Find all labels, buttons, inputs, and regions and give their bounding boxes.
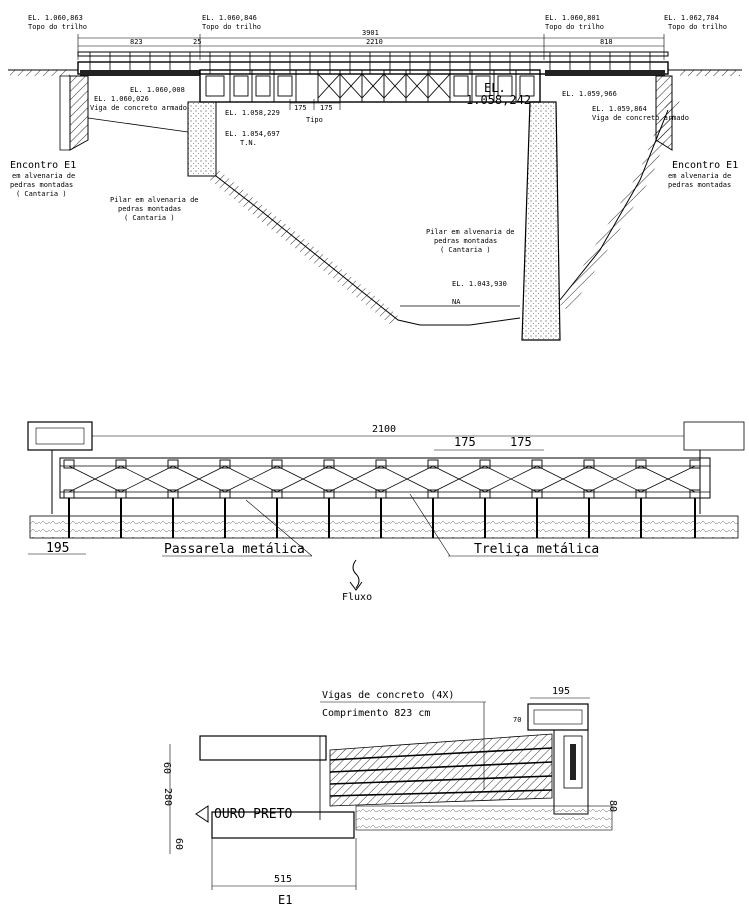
detail-small-dim: 70 xyxy=(513,716,522,724)
detail-bottom-width: 515 xyxy=(274,874,293,885)
pier-center-l1: Pilar em alvenaria de xyxy=(426,228,515,236)
dim-left-span-823: 823 xyxy=(130,38,143,46)
abutment-left-l2: pedras montadas xyxy=(10,181,74,189)
dim-main-span-2210: 2210 xyxy=(366,38,383,46)
level-1060008: EL. 1.060,008 xyxy=(130,86,185,94)
pier-center-l2: pedras montadas xyxy=(434,237,498,245)
panel-type-label: Tipo xyxy=(306,116,323,124)
plan-walkway xyxy=(30,516,738,538)
abutment-left-l3: ( Cantaria ) xyxy=(16,190,67,198)
truss-label: Treliça metálica xyxy=(474,542,600,557)
right-beam-label: Viga de concreto armado xyxy=(592,114,689,122)
flow-label: Fluxo xyxy=(342,592,373,603)
left-slope xyxy=(88,118,188,132)
level-1059966: EL. 1.059,966 xyxy=(562,90,617,98)
abutment-left-l1: em alvenaria de xyxy=(12,172,76,180)
plan-right-abutment-box xyxy=(684,422,744,450)
dim-total-3901: 3901 xyxy=(362,29,379,37)
detail-view xyxy=(161,686,618,907)
dim-small-25: 25 xyxy=(193,38,202,46)
approach-beam-right xyxy=(545,70,665,76)
abutment-right-l2: pedras montadas xyxy=(668,181,732,189)
panel-dim-a: 175 xyxy=(294,104,307,112)
panel-dim-b: 175 xyxy=(320,104,333,112)
rail-level-1-el: EL. 1.060,863 xyxy=(28,14,83,22)
valley-profile xyxy=(216,110,668,325)
level-1043930: EL. 1.043,930 xyxy=(452,280,507,288)
detail-right-bearing-core xyxy=(570,744,576,780)
detail-top-width: 195 xyxy=(552,686,571,697)
detail-right-abutment-inner xyxy=(534,710,582,724)
left-pier xyxy=(188,102,216,176)
pier-left-l2: pedras montadas xyxy=(118,205,182,213)
direction-label: OURO PRETO xyxy=(214,807,293,822)
abutment-right-title: Encontro E1 xyxy=(672,160,739,171)
detail-right-80: 80 xyxy=(607,800,618,813)
beams-label: Vigas de concreto (4X) xyxy=(322,690,455,701)
abutment-right-l1: em alvenaria de xyxy=(668,172,732,180)
approach-beam-left xyxy=(80,70,200,76)
detail-ground-strip xyxy=(356,806,612,830)
detail-right-abutment xyxy=(528,704,588,730)
dim-right-span-818: 818 xyxy=(600,38,613,46)
pier-left-l3: ( Cantaria ) xyxy=(124,214,175,222)
abutment-left-title: Encontro E1 xyxy=(10,160,77,171)
detail-left-60-top: 60 xyxy=(161,762,172,775)
walkway-label: Passarela metálica xyxy=(164,542,305,557)
left-abutment xyxy=(70,76,88,150)
pier-left-l1: Pilar em alvenaria de xyxy=(110,196,199,204)
level-1059864: EL. 1.059,864 xyxy=(592,105,647,113)
elevation-view xyxy=(8,14,742,340)
rail-level-4-desc: Topo do trilho xyxy=(668,23,728,31)
ground-hatch-left xyxy=(10,70,70,76)
direction-arrow xyxy=(196,806,208,822)
level-1054697: EL. 1.054,697 xyxy=(225,130,280,138)
rail-level-2-desc: Topo do trilho xyxy=(202,23,262,31)
deck-top-rail xyxy=(78,52,668,56)
level-1058242-b: 1.058,242 xyxy=(466,93,532,107)
plan-panel-dim-a: 175 xyxy=(454,435,476,449)
detail-left-280: 280 xyxy=(162,788,173,807)
level-1058229: EL. 1.058,229 xyxy=(225,109,280,117)
central-pier xyxy=(522,102,560,340)
left-abutment-wing xyxy=(60,76,70,150)
length-label: Comprimento 823 cm xyxy=(322,708,431,719)
plan-left-abutment-inner xyxy=(36,428,84,444)
right-abutment xyxy=(656,76,672,150)
rail-level-4-el: EL. 1.062,784 xyxy=(664,14,719,22)
level-1058242-a: EL. xyxy=(484,81,506,95)
plan-truss-diagonals xyxy=(69,466,695,492)
rail-level-2-el: EL. 1.060,846 xyxy=(202,14,257,22)
valley-hatch-left xyxy=(210,168,400,326)
detail-bottom-label: E1 xyxy=(278,893,293,907)
ground-hatch-right xyxy=(680,70,740,76)
flow-arrow xyxy=(350,560,362,590)
plan-total-dim: 2100 xyxy=(372,424,397,435)
level-1060026: EL. 1.060,026 xyxy=(94,95,149,103)
rail-level-3-el: EL. 1.060,801 xyxy=(545,14,600,22)
plan-left-abutment-box xyxy=(28,422,92,450)
water-na-label: NA xyxy=(452,298,461,306)
rail-level-1-desc: Topo do trilho xyxy=(28,23,88,31)
plan-view xyxy=(28,422,744,603)
detail-left-60-bot: 60 xyxy=(173,838,184,851)
plan-panel-dim-b: 175 xyxy=(510,435,532,449)
beam-label: Viga de concreto armado xyxy=(90,104,187,112)
pier-center-l3: ( Cantaria ) xyxy=(440,246,491,254)
plan-left-width: 195 xyxy=(46,541,70,556)
rail-level-3-desc: Topo do trilho xyxy=(545,23,605,31)
tn-label: T.N. xyxy=(240,139,257,147)
detail-left-abutment-top xyxy=(200,736,326,760)
